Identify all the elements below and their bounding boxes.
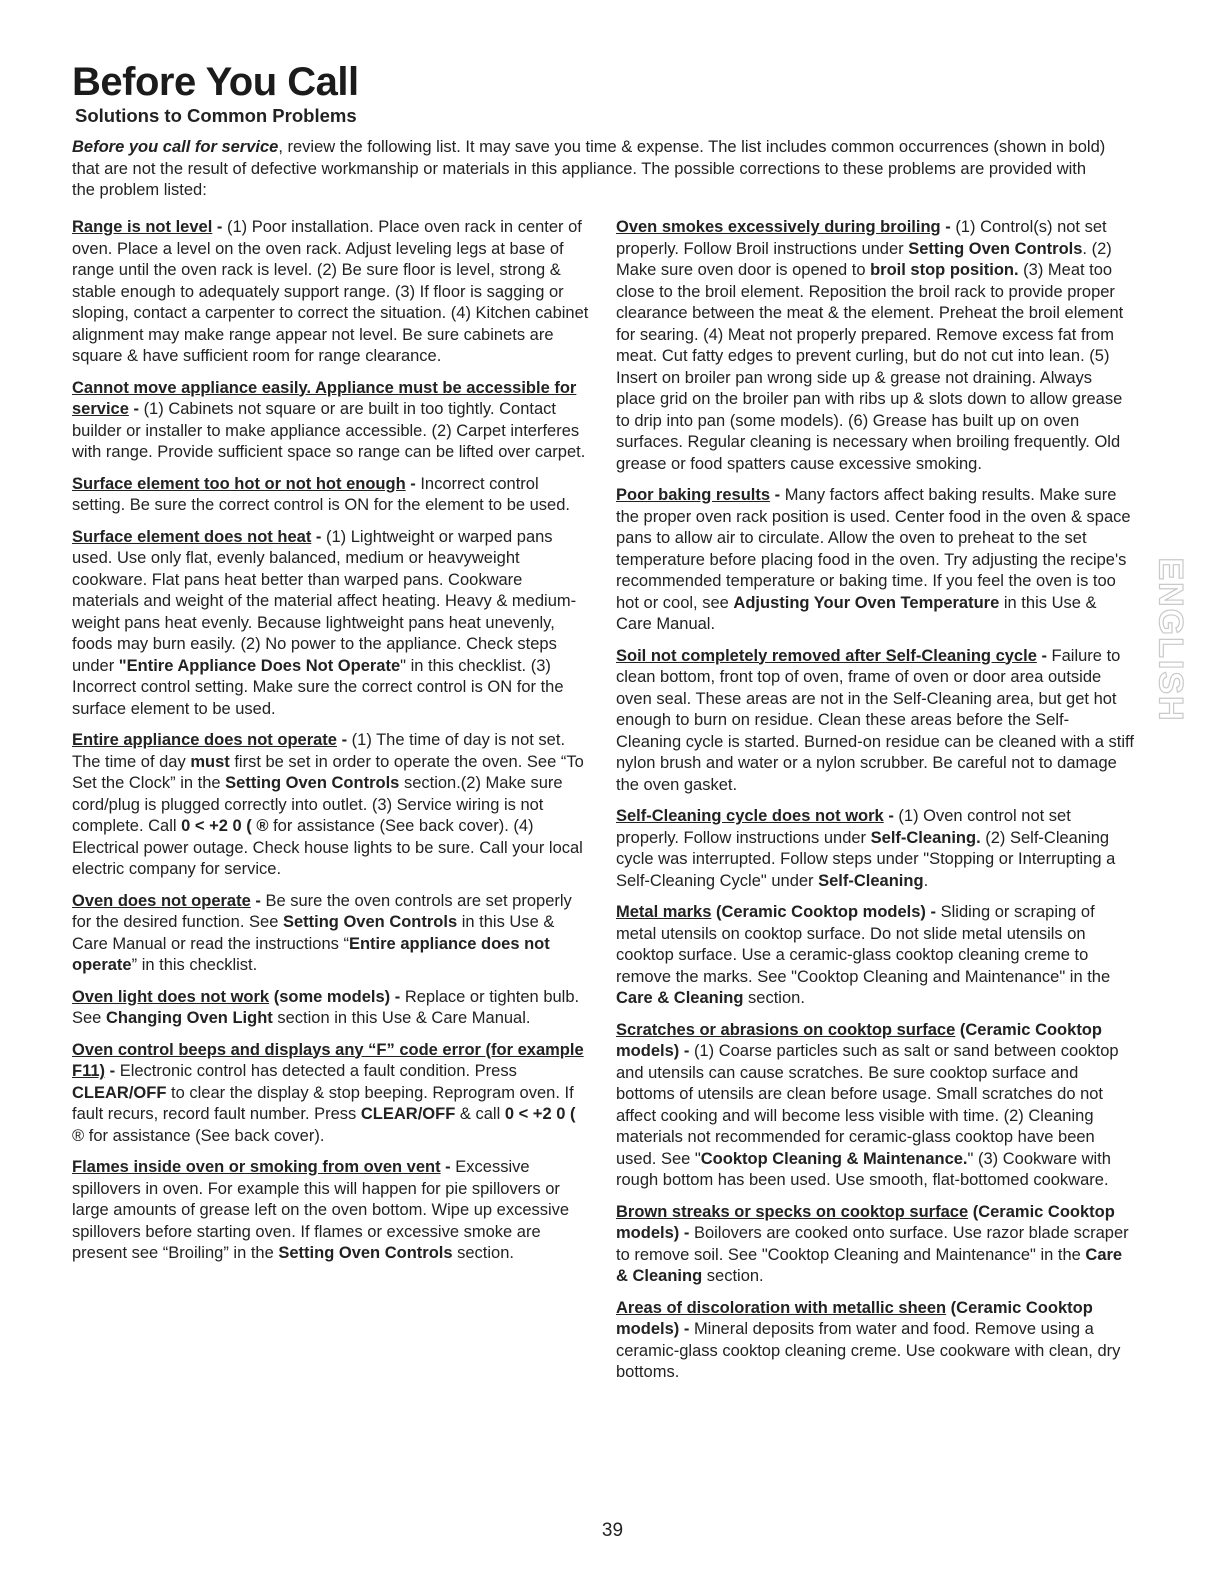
bold-reference: must: [190, 752, 230, 771]
intro-paragraph: [72, 137, 1112, 202]
troubleshooting-entry: [616, 1020, 1134, 1192]
solution-text: Many factors affect baking results. Make sure the proper oven rack position is used. Center food in the oven & space pans to allow air to circulate. Allow the oven to preheat to the set temperature before placing food in the oven. Try adjusting the recipe's recommended temperature or baking time. If you feel the oven is too hot or cool, see: [616, 486, 1131, 612]
separator-dash: -: [105, 1062, 120, 1080]
bold-reference: Setting Oven Controls: [225, 774, 400, 792]
solution-text: section in this Use & Care Manual.: [272, 1009, 531, 1027]
problem-qualifier: (Ceramic Cooktop models): [616, 1020, 1102, 1060]
solution-text: first be set in order to operate the oven. See “To Set the Clock” in the: [72, 752, 584, 792]
solution-text: Incorrect control setting. Be sure the correct control is ON for the element to be used.: [72, 474, 570, 514]
solution-text: Failure to clean bottom, front top of oven, frame of oven or door area outside oven seal. These areas are not in the Self-Cleaning area, but get hot enough to burn on residue. Clean these areas before the Self-Cleaning cycle is started. Burned-on residue can be cleaned with a stiff nylon brush and water or a nylon scrubber. Be careful not to damage the oven gasket.: [616, 646, 1134, 794]
troubleshooting-entry: [72, 1157, 590, 1265]
solution-text: for assistance (See back cover). (4) Electrical power outage. Check house lights to be sure. Call your local electric company for service.: [72, 817, 583, 878]
solution-text: (1) Oven control not set properly. Follow instructions under: [616, 807, 1071, 847]
problem-heading: Flames inside oven or smoking from oven vent: [72, 1158, 441, 1176]
bold-reference: Care & Cleaning: [616, 989, 744, 1007]
solution-text: Boilovers are cooked onto surface. Use razor blade scraper to remove soil. See "Cooktop Cleaning and Maintenance" in the: [616, 1224, 1129, 1264]
troubleshooting-entry: [616, 485, 1134, 636]
bold-reference: CLEAR/OFF: [360, 1105, 456, 1123]
bold-reference: 0 < +2 0 (: [504, 1105, 576, 1123]
problem-qualifier: (Ceramic Cooktop models): [616, 1202, 1115, 1242]
troubleshooting-entry: [616, 806, 1134, 892]
solution-text: (2) Self-Cleaning cycle was interrupted. Follow steps under "Stopping or Interrupting a Self-Cleaning Cycle" under: [616, 828, 1116, 890]
troubleshooting-entry: [616, 902, 1134, 1010]
page-title: Before You Call: [72, 60, 359, 104]
language-label: ENGLISH: [1151, 557, 1190, 723]
solution-text: (1) Cabinets not square or are built in too tightly. Contact builder or installer to make appliance accessible. (2) Carpet interferes with range. Provide sufficient space so range can be lifted over carpet.: [72, 400, 586, 461]
solution-text: section.: [702, 1267, 764, 1285]
separator-dash: -: [311, 527, 326, 546]
bold-reference: Entire appliance does not operate: [72, 934, 550, 974]
solution-text: (1) Poor installation. Place oven rack in center of oven. Place a level on the oven rack. Adjust leveling legs at base of range until the oven rack is level. (2) Be sure floor is level, strong & stable enough to adequately support range. (3) If floor is sagging or sloping, contact a carpenter to correct the situation. (4) Kitchen cabinet alignment may make range appear not level. Be sure cabinets are square & have sufficient room for range clearance.: [72, 218, 589, 365]
bold-reference: "Entire Appliance Does Not Operate: [118, 656, 401, 675]
solution-text: Mineral deposits from water and food. Remove using a ceramic-glass cooktop cleaning creme. Use cookware with clean, dry bottoms.: [616, 1320, 1121, 1381]
separator-dash: -: [679, 1224, 694, 1242]
bold-reference: Changing Oven Light: [105, 1009, 273, 1027]
separator-dash: -: [405, 474, 421, 493]
separator-dash: -: [440, 1158, 456, 1176]
bold-reference: Cooktop Cleaning & Maintenance.: [700, 1149, 968, 1168]
right-column: [616, 217, 1134, 1394]
troubleshooting-entry: [72, 987, 590, 1030]
bold-reference: Setting Oven Controls: [282, 913, 458, 931]
bold-reference: Self-Cleaning: [818, 871, 924, 890]
solution-text: Be sure the oven controls are set properly for the desired function. See: [72, 891, 572, 931]
separator-dash: -: [679, 1320, 694, 1338]
bold-reference: Self-Cleaning.: [870, 828, 981, 847]
bold-reference: Setting Oven Controls: [278, 1244, 453, 1262]
problem-heading: Oven does not operate: [72, 891, 251, 910]
problem-heading: Self-Cleaning cycle does not work: [616, 807, 884, 825]
separator-dash: -: [770, 486, 785, 504]
bold-reference: Care & Cleaning: [616, 1245, 1123, 1285]
troubleshooting-entry: [72, 1040, 590, 1148]
separator-dash: -: [883, 807, 899, 825]
bold-reference: Adjusting Your Oven Temperature: [733, 593, 1000, 612]
solution-text: in this Use & Care Manual or read the instructions “: [72, 913, 555, 953]
left-column: [72, 217, 590, 1275]
separator-dash: -: [1036, 646, 1052, 665]
problem-heading: Oven control beeps and displays any “F” code error (for example F11): [72, 1040, 584, 1080]
solution-text: (1) The time of day is not set. The time of day: [72, 731, 566, 771]
separator-dash: -: [940, 218, 956, 236]
solution-text: section.(2) Make sure cord/plug is plugged correctly into outlet. (3) Service wiring is not complete. Call: [72, 774, 563, 835]
troubleshooting-entry: [72, 527, 590, 721]
separator-dash: -: [212, 218, 227, 236]
troubleshooting-entry: [72, 891, 590, 977]
solution-text: section.: [743, 989, 805, 1007]
problem-heading: Metal marks: [616, 903, 712, 921]
troubleshooting-entry: [616, 217, 1134, 475]
solution-text: Sliding or scraping of metal utensils on cooktop surface. Do not slide metal utensils on cooktop surface. Use a ceramic-glass cooktop cleaning creme to remove the marks. See "Cooktop Cleaning and Maintenance" in the: [616, 903, 1111, 986]
intro-lead: Before you call for service: [72, 138, 279, 156]
troubleshooting-entry: [616, 1298, 1134, 1384]
page-subtitle: Solutions to Common Problems: [75, 105, 357, 126]
solution-text: (1) Coarse particles such as salt or sand between cooktop and utensils can cause scratches. Be sure cooktop surface and bottoms of utensils are clean before usage. Small scratches do not affect cooking and will become less visible with time. (2) Cleaning materials not recommended for ceramic-glass cooktop have been used. See ": [616, 1042, 1119, 1168]
bold-reference: broil stop position.: [870, 261, 1019, 279]
intro-text: , review the following list. It may save you time & expense. The list includes common occurrences (shown in bold) that are not the result of defective workmanship or materials in this appliance. The possible corrections to these problems are provided with the problem listed:: [72, 138, 1106, 199]
bold-reference: CLEAR/OFF: [72, 1083, 167, 1102]
troubleshooting-entry: [72, 217, 590, 368]
troubleshooting-entry: [72, 730, 590, 881]
separator-dash: -: [679, 1042, 694, 1060]
problem-heading: Scratches or abrasions on cooktop surface: [616, 1020, 956, 1039]
separator-dash: -: [336, 731, 352, 749]
problem-qualifier: (Ceramic Cooktop models): [711, 903, 926, 921]
solution-text: in this Use & Care Manual.: [616, 593, 1097, 633]
troubleshooting-entry: [72, 474, 590, 517]
solution-text: to clear the display & stop beeping. Reprogram oven. If fault recurs, record fault number. Press: [72, 1083, 574, 1123]
problem-heading: Surface element does not heat: [72, 527, 312, 546]
troubleshooting-entry: [72, 378, 590, 464]
problem-heading: Entire appliance does not operate: [72, 731, 337, 749]
solution-text: Replace or tighten bulb. See: [72, 987, 580, 1027]
solution-text: .: [923, 871, 929, 890]
separator-dash: -: [250, 891, 266, 910]
separator-dash: -: [390, 987, 405, 1006]
troubleshooting-entry: [616, 1202, 1134, 1288]
problem-qualifier: (some models): [269, 987, 391, 1006]
solution-text: (3) Meat too close to the broil element. Reposition the broil rack to provide proper clearance between the meat & the element. Preheat the broil element for searing. (4) Meat not properly prepared. Remove excess fat from meat. Cut fatty edges to prevent curling, but do not cut into lean. (5) Insert on broiler pan wrong side up & grease not draining. Always place grid on the broiler pan with ribs up & slots down to allow grease to drip into pan (some models). (6) Grease has built up on oven surfaces. Regular cleaning is necessary when broiling frequently. Old grease or food spatters cause excessive smoking.: [616, 261, 1124, 473]
separator-dash: -: [925, 903, 941, 921]
problem-heading: Soil not completely removed after Self-Cleaning cycle: [616, 646, 1037, 665]
bold-reference: Setting Oven Controls: [908, 239, 1083, 258]
solution-text: ® for assistance (See back cover).: [72, 1126, 325, 1145]
solution-text: . (2) Make sure oven door is opened to: [616, 239, 1112, 279]
problem-heading: Poor baking results: [616, 486, 771, 504]
problem-heading: Areas of discoloration with metallic sheen: [616, 1298, 947, 1317]
solution-text: (1) Control(s) not set properly. Follow Broil instructions under: [616, 218, 1107, 258]
problem-qualifier: (Ceramic Cooktop models): [616, 1298, 1093, 1338]
problem-heading: Oven smokes excessively during broiling: [616, 218, 941, 236]
solution-text: " (3) Cookware with rough bottom has been used. Use smooth, flat-bottomed cookware.: [616, 1149, 1111, 1189]
solution-text: " in this checklist. (3) Incorrect control setting. Make sure the correct control is ON for the surface element to be used.: [72, 656, 564, 718]
solution-text: & call: [455, 1105, 505, 1123]
troubleshooting-entry: [616, 646, 1134, 797]
problem-heading: Range is not level: [72, 218, 213, 236]
solution-text: section.: [452, 1244, 514, 1262]
problem-heading: Brown streaks or specks on cooktop surface: [616, 1202, 969, 1221]
problem-heading: Oven light does not work: [72, 987, 270, 1006]
problem-heading: Cannot move appliance easily. Appliance must be accessible for service: [72, 378, 577, 418]
separator-dash: -: [128, 400, 144, 418]
solution-text: ” in this checklist.: [131, 956, 258, 974]
language-side-tab: [1150, 557, 1190, 723]
bold-reference: 0 < +2 0 ( ®: [181, 817, 269, 835]
page-number: 39: [601, 1520, 624, 1541]
solution-text: Electronic control has detected a fault condition. Press: [119, 1062, 517, 1080]
solution-text: Excessive spillovers in oven. For example this will happen for pie spillovers or large amounts of grease left on the oven bottom. Wipe up excessive spillovers before starting oven. If flames or excessive smoke are present see “Broiling” in the: [72, 1158, 570, 1262]
solution-text: (1) Lightweight or warped pans used. Use only flat, evenly balanced, medium or heavyweight cookware. Flat pans heat better than warped pans. Cookware materials and weight of the material affect heating. Heavy & medium-weight pans heat evenly. Because lightweight pans heat unevenly, foods may burn easily. (2) No power to the appliance. Check steps under: [72, 527, 577, 675]
problem-heading: Surface element too hot or not hot enough: [72, 474, 406, 493]
